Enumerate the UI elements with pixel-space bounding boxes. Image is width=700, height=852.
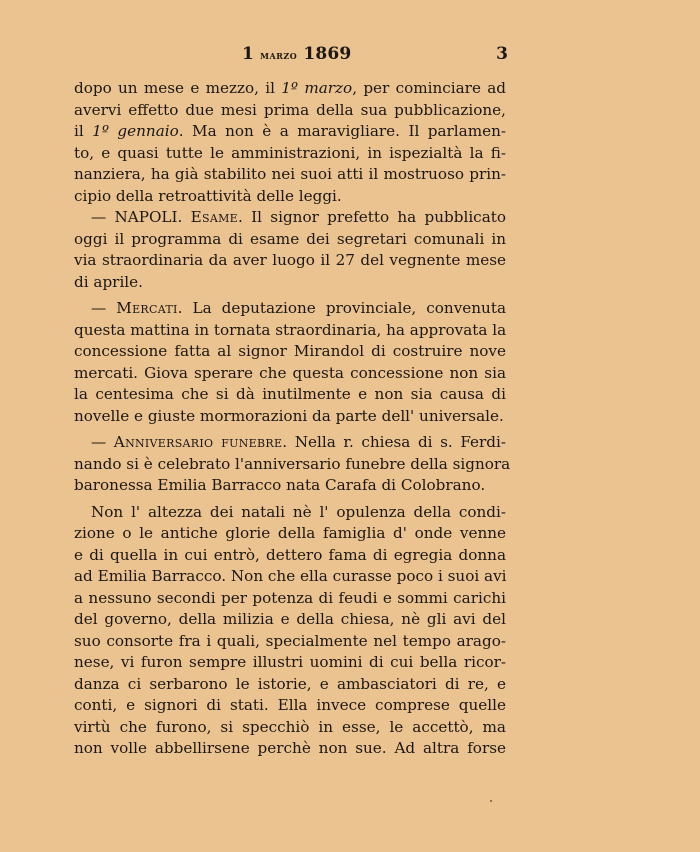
small-caps-heading: Mercati <box>116 299 178 317</box>
text-line: questa mattina in tornata straordinaria, ha approvata la <box>74 320 507 339</box>
text-line: di aprile. <box>74 272 143 291</box>
text-line: — Anniversario funebre. Nella r. chiesa di s. Ferdi- <box>91 433 507 451</box>
paragraph <box>74 502 506 760</box>
header-day: 1 <box>242 44 255 64</box>
header-year: 1869 <box>303 44 352 64</box>
small-caps-heading: Anniversario funebre <box>113 433 283 451</box>
text-line: oggi il programma di esame dei segretari comunali in <box>74 229 506 248</box>
paragraph <box>74 298 506 427</box>
text-line: nando si è celebrato l'anniversario funebre della signora <box>74 454 511 473</box>
text-line: to, e quasi tutte le amministrazioni, in ispezialtà la fi- <box>74 143 506 162</box>
text-line: a nessuno secondi per potenza di feudi e sommi carichi <box>74 588 506 607</box>
italic-text: 1º gennaio <box>92 122 179 140</box>
text-line: baronessa Emilia Barracco nata Carafa di Colobrano. <box>74 476 486 494</box>
book-page <box>74 44 511 760</box>
page-body-text <box>74 78 511 760</box>
text-line: nanziera, ha già stabilito nei suoi atti il mostruoso prin- <box>74 165 506 183</box>
paragraph <box>74 207 506 293</box>
text-line: avervi effetto due mesi prima della sua pubblicazione, <box>74 100 506 119</box>
paragraph <box>74 432 511 497</box>
text-line: — Mercati. La deputazione provinciale, convenuta <box>91 299 507 317</box>
text-line: del governo, della milizia e della chiesa, nè gli avi del <box>74 610 506 628</box>
text-line: Non l' altezza dei natali nè l' opulenza della condi- <box>91 502 506 521</box>
text-line: concessione fatta al signor Mirandol di costruire nove <box>74 342 506 360</box>
text-line: la centesima che si dà inutilmente e non sia causa di <box>74 385 506 403</box>
paper-speck <box>490 800 492 802</box>
text-line: e di quella in cui entrò, dettero fama di egregia donna <box>74 545 506 564</box>
text-line: — NAPOLI. Esame. Il signor prefetto ha pubblicato <box>91 208 506 226</box>
small-caps-heading: Esame <box>190 208 238 226</box>
running-header <box>74 44 506 72</box>
header-month: marzo <box>260 48 298 62</box>
text-line: nese, vi furon sempre illustri uomini di cui bella ricor- <box>74 653 506 671</box>
page-number: 3 <box>496 44 508 64</box>
text-line: danza ci serbarono le istorie, e ambasciatori di re, e <box>74 674 506 693</box>
text-line: mercati. Giova sperare che questa concessione non sia <box>74 363 506 382</box>
text-line: virtù che furono, si specchiò in esse, le accettò, ma <box>74 717 506 736</box>
text-line: suo consorte fra i quali, specialmente nel tempo arago- <box>74 631 506 650</box>
text-line: novelle e giuste mormorazioni da parte dell' universale. <box>74 406 504 425</box>
text-line: zione o le antiche glorie della famiglia d' onde venne <box>74 524 506 542</box>
text-line: non volle abbellirsene perchè non sue. Ad altra forse <box>74 739 506 757</box>
text-line: cipio della retroattività delle leggi. <box>74 186 342 205</box>
italic-text: 1º marzo <box>281 79 353 97</box>
paragraph <box>74 78 506 207</box>
text-line: conti, e signori di stati. Ella invece comprese quelle <box>74 696 506 714</box>
text-line: dopo un mese e mezzo, il 1º marzo, per cominciare ad <box>74 79 506 97</box>
text-line: il 1º gennaio. Ma non è a maravigliare. Il parlamen- <box>74 122 506 140</box>
text-line: ad Emilia Barracco. Non che ella curasse poco i suoi avi <box>74 567 507 585</box>
header-date <box>242 44 351 64</box>
text-line: via straordinaria da aver luogo il 27 del vegnente mese <box>74 251 506 269</box>
